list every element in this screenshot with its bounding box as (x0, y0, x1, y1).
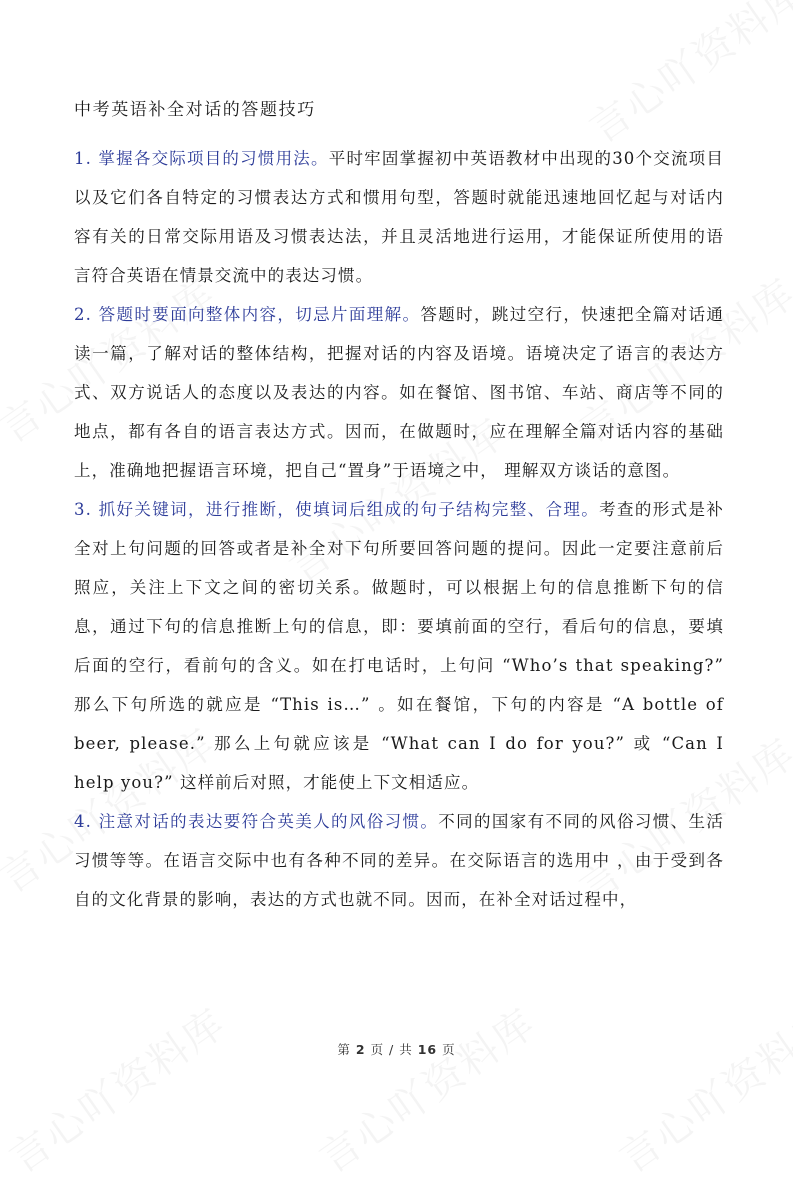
footer-middle: 页 / 共 (370, 1042, 413, 1057)
document-title: 中考英语补全对话的答题技巧 (74, 100, 316, 120)
current-page-number: 2 (355, 1042, 366, 1057)
section-body: 考查的形式是补全对上句问题的回答或者是补全对下句所要回答问题的提问。因此一定要注意前后照应，关注上下文之间的密切关系。做题时，可以根据上句的信息推断下句的信息，通过下句的信息推断上句的信息，即：要填前面的空行，看后句的信息，要填后面的空行，看前句的含义。如在打电话时，上句问 “Who’s that speaking?” 那么下句所选的就应是 “This is…” 。如在餐馆，下句的内容是 “A bottle of beer, please.” 那么上句就应该是 “What can I do for you?” 或 “Can I help you?” 这样前后对照，才能使上下文相适应。 (74, 500, 724, 792)
section-3 (74, 490, 724, 802)
document-page (74, 100, 724, 919)
page-footer (0, 1040, 793, 1058)
footer-prefix: 第 (337, 1042, 351, 1057)
section-number: 2. (74, 305, 92, 324)
section-body: 答题时，跳过空行，快速把全篇对话通读一篇，了解对话的整体结构，把握对话的内容及语境。语境决定了语言的表达方式、双方说话人的态度以及表达的内容。如在餐馆、图书馆、车站、商店等不同的地点，都有各自的语言表达方式。因而，在做题时，应在理解全篇对话内容的基础上，准确地把握语言环境，把自己“置身”于语境之中， 理解双方谈话的意图。 (74, 305, 724, 480)
section-number: 4. (74, 812, 92, 831)
section-2 (74, 295, 724, 490)
section-number: 3. (74, 500, 92, 519)
section-1 (74, 139, 724, 295)
watermark (0, 993, 236, 1184)
watermark (306, 993, 545, 1184)
section-heading: 注意对话的表达要符合英美人的风俗习惯。 (98, 812, 439, 831)
total-pages-number: 16 (417, 1042, 438, 1057)
watermark (606, 993, 793, 1184)
section-number: 1. (74, 149, 92, 168)
section-heading: 答题时要面向整体内容，切忌片面理解。 (98, 305, 421, 324)
section-body: 平时牢固掌握初中英语教材中出现的30个交流项目以及它们各自特定的习惯表达方式和惯用句型，答题时就能迅速地回忆起与对话内容有关的日常交际用语及习惯表达法，并且灵活地进行运用，才能保证所使用的语言符合英语在情景交流中的表达习惯。 (74, 149, 724, 285)
section-heading: 掌握各交际项目的习惯用法。 (98, 149, 329, 168)
section-body: 不同的国家有不同的风俗习惯、生活习惯等等。在语言交际中也有各种不同的差异。在交际语言的选用中 ，由于受到各自的文化背景的影响，表达的方式也就不同。因而，在补全对话过程中， (74, 812, 724, 909)
section-4 (74, 802, 724, 919)
footer-suffix: 页 (442, 1042, 456, 1057)
section-heading: 抓好关键词，进行推断，使填词后组成的句子结构完整、合理。 (98, 500, 600, 519)
